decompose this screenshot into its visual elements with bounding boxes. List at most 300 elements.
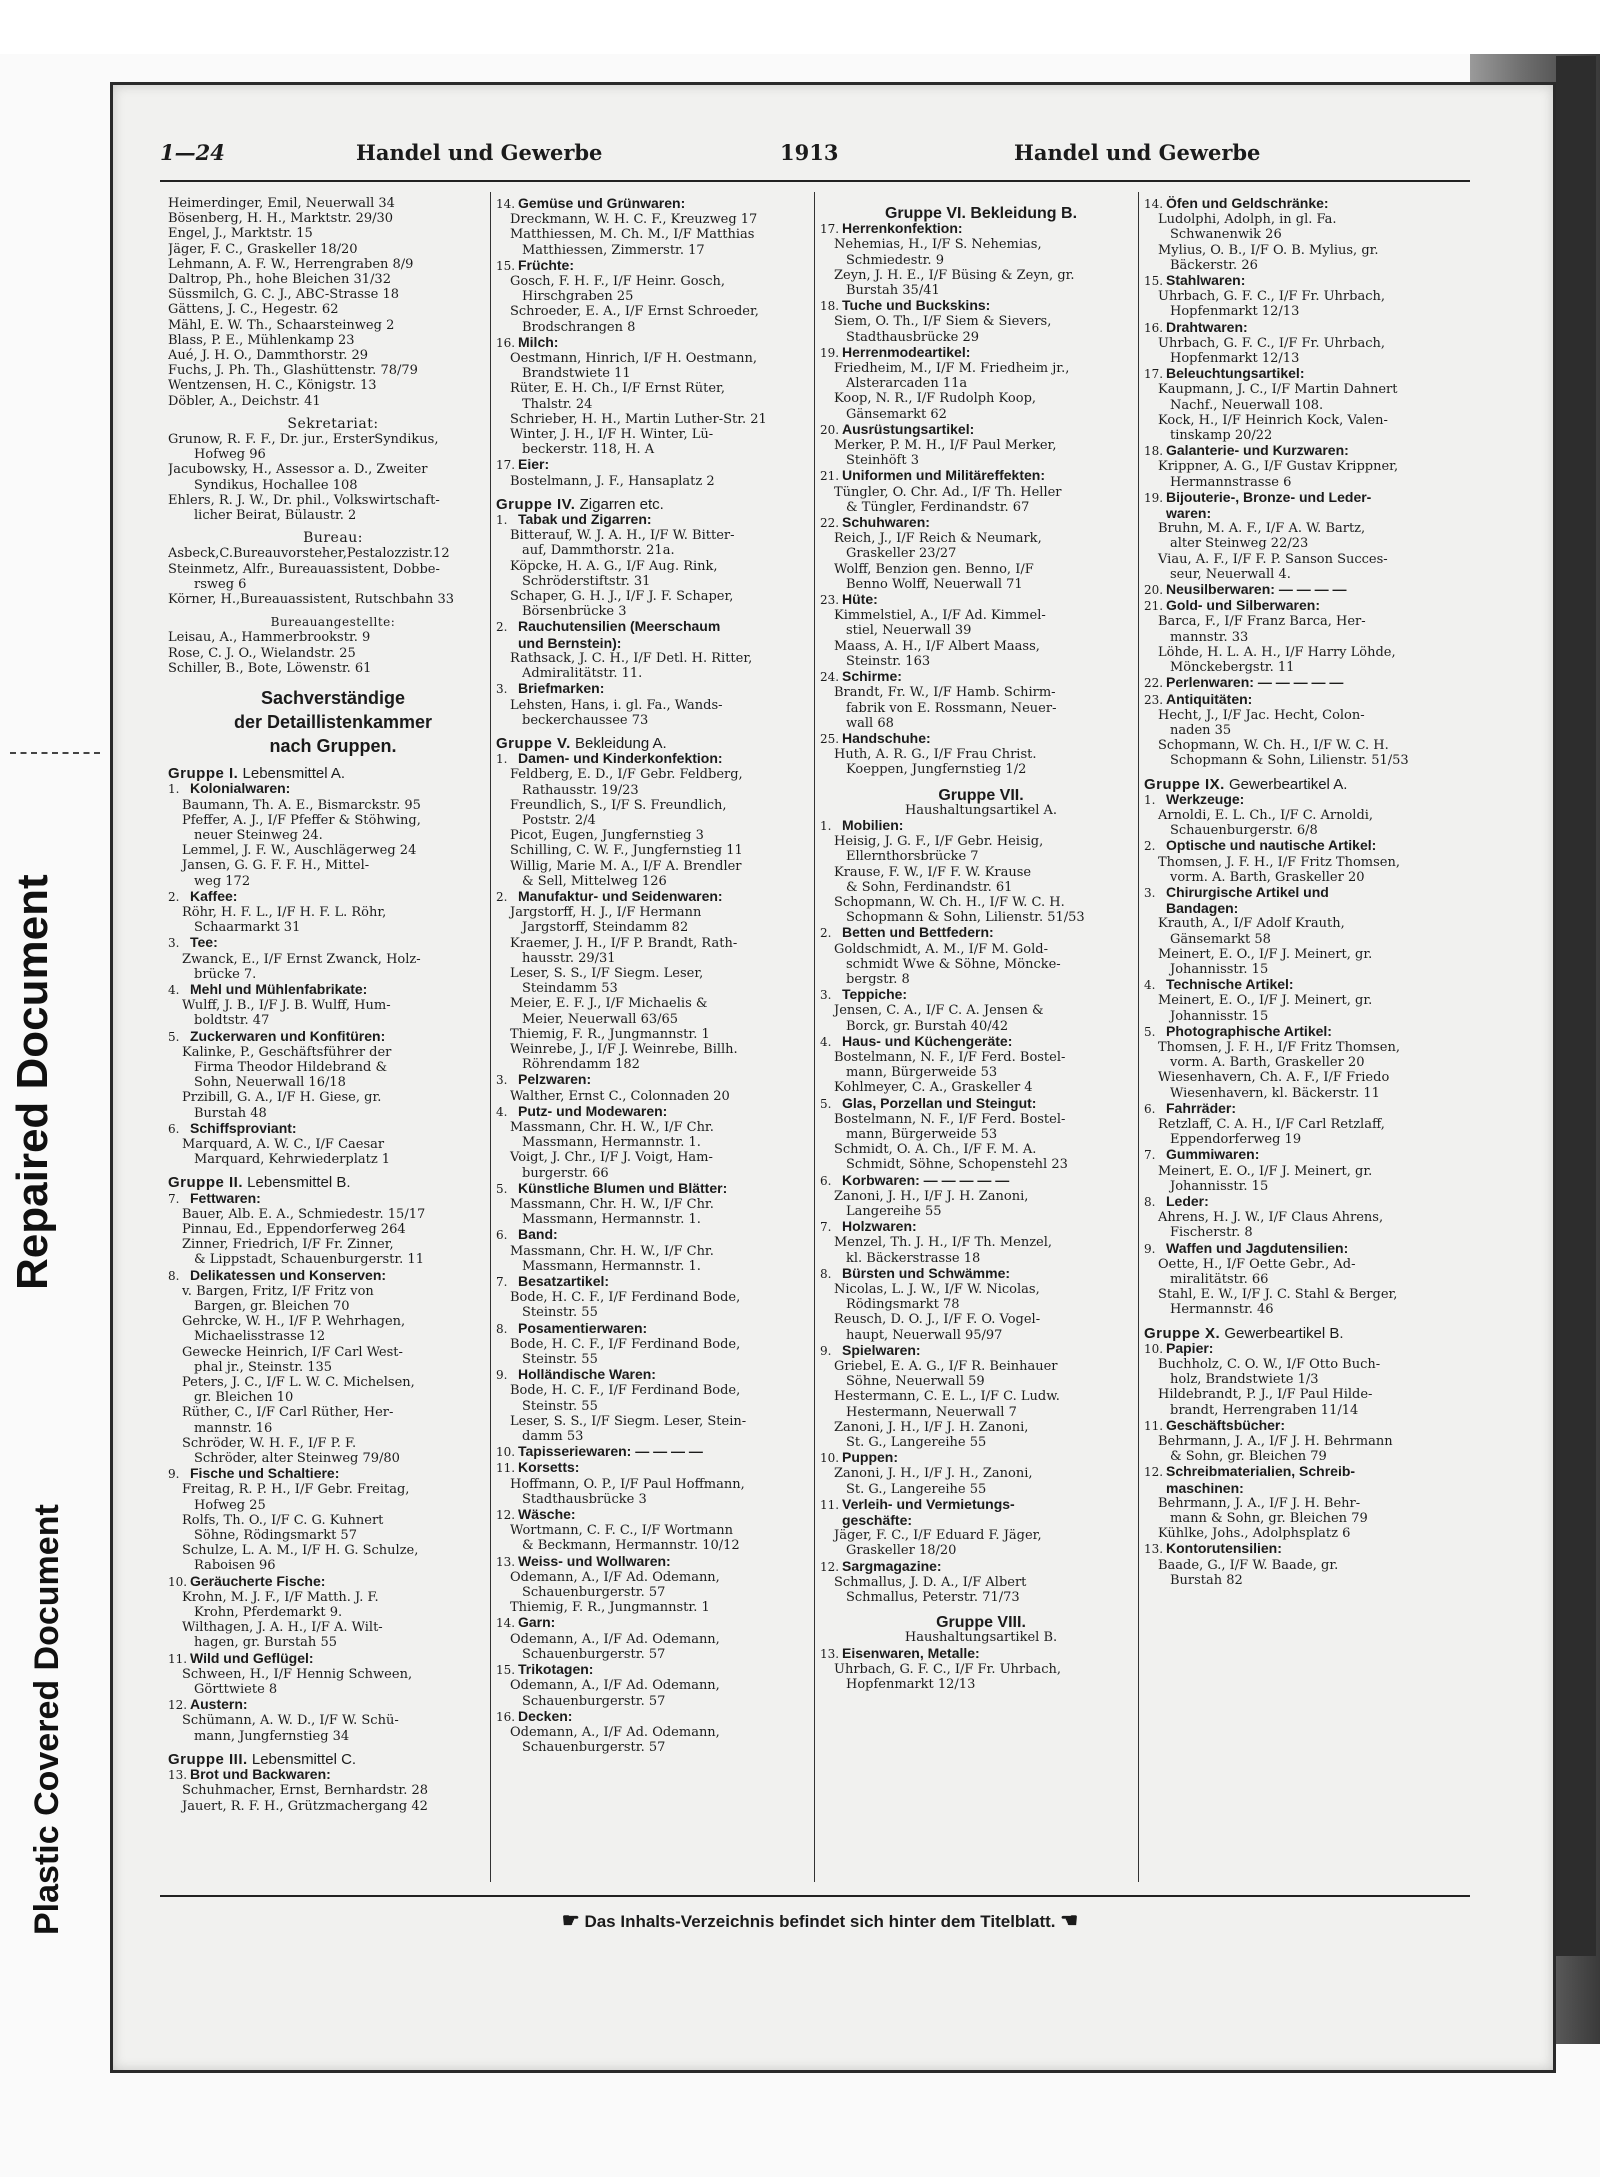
footer-rule: [160, 1895, 1470, 1897]
group-label: Gruppe III.: [168, 1750, 248, 1768]
category-number: 12.: [1144, 1465, 1164, 1480]
category-number: 1.: [168, 782, 180, 797]
group-label: Gruppe V.: [496, 734, 571, 752]
entry-line: Matthiessen, Zimmerstr. 17: [522, 242, 705, 258]
entry-line: Marquard, A. W. C., I/F Caesar: [182, 1136, 385, 1152]
category-heading: 1. Tabak und Zigarren:: [496, 512, 652, 528]
entry-line: Freitag, R. P. H., I/F Gebr. Freitag,: [182, 1482, 410, 1498]
category-heading: 20. Neusilberwaren: — — — —: [1144, 582, 1347, 598]
category-heading: 3. Tee:: [168, 935, 218, 951]
group-heading: Gruppe IX. Gewerbeartikel A.: [1144, 775, 1348, 793]
category-heading: 18. Tuche und Buckskins:: [820, 298, 991, 314]
entry-line: Johannisstr. 15: [1170, 1178, 1269, 1194]
entry-line: Reusch, D. O. J., I/F F. O. Vogel-: [834, 1312, 1041, 1328]
category-heading: 5. Zuckerwaren und Konfitüren:: [168, 1028, 386, 1044]
group-heading: Gruppe VII.: [938, 786, 1024, 804]
category-heading: 7. Besatzartikel:: [496, 1274, 610, 1290]
binding-edge: [1556, 56, 1596, 1956]
entry-line: Bode, H. C. F., I/F Ferdinand Bode,: [510, 1383, 741, 1399]
category-heading: 13. Brot und Backwaren:: [168, 1767, 331, 1783]
entry-line: Engel, J., Marktstr. 15: [168, 226, 313, 242]
entry-line: haupt, Neuerwall 95/97: [846, 1327, 1003, 1343]
category-heading: 3. Chirurgische Artikel und: [1144, 884, 1329, 900]
entry-line: Nachf., Neuerwall 108.: [1170, 397, 1324, 413]
category-heading: 12. Schreibmaterialien, Schreib-: [1144, 1464, 1356, 1480]
entry-line: Gänsemarkt 58: [1170, 931, 1271, 947]
page-number: 1—24: [160, 140, 225, 165]
entry-line: Feldberg, E. D., I/F Gebr. Feldberg,: [510, 767, 743, 783]
entry-line: Marquard, Kehrwiederplatz 1: [194, 1152, 391, 1168]
section-heading: Bureau:: [303, 530, 363, 547]
entry-line: Wulff, J. B., I/F J. B. Wulff, Hum-: [182, 998, 391, 1014]
entry-line: Schroeder, E. A., I/F Ernst Schroeder,: [510, 304, 759, 320]
entry-line: mannstr. 16: [194, 1420, 273, 1436]
section-heading: Sekretariat:: [287, 415, 379, 432]
entry-line: Baade, G., I/F W. Baade, gr.: [1158, 1557, 1339, 1573]
category-heading: 6. Fahrräder:: [1144, 1100, 1237, 1116]
entry-line: Gosch, F. H. F., I/F Heinr. Gosch,: [510, 274, 726, 290]
entry-line: neuer Steinweg 24.: [194, 827, 323, 843]
entry-line: schmidt Wwe & Söhne, Möncke-: [846, 956, 1061, 972]
entry-line: St. G., Langereihe 55: [846, 1435, 987, 1451]
entry-line: Hopfenmarkt 12/13: [1170, 351, 1300, 367]
entry-line: Gehrcke, W. H., I/F P. Wehrhagen,: [182, 1314, 406, 1330]
entry-line: Rathausstr. 19/23: [522, 782, 639, 798]
entry-line: Pfeffer, A. J., I/F Pfeffer & Stöhwing,: [182, 812, 421, 828]
entry-line: Massmann, Hermannstr. 1.: [522, 1135, 701, 1151]
category-number: 13.: [496, 1554, 516, 1569]
entry-line: Hermannstrasse 6: [1170, 474, 1292, 490]
entry-line: Gättens, J. C., Hegestr. 62: [168, 302, 339, 318]
entry-line: Meinert, E. O., I/F J. Meinert, gr.: [1158, 993, 1373, 1009]
category-number: 1.: [820, 818, 832, 833]
entry-line: Lemmel, J. F. W., Auschlägerweg 24: [182, 843, 417, 859]
category-heading: 23. Hüte:: [820, 592, 878, 608]
category-number: 20.: [1144, 583, 1164, 598]
entry-line: brücke 7.: [194, 966, 257, 982]
entry-line: Siem, O. Th., I/F Siem & Sievers,: [834, 314, 1052, 330]
category-heading: 8. Leder:: [1144, 1194, 1209, 1209]
category-heading: 13. Kontorutensilien:: [1144, 1541, 1282, 1557]
category-number: 5.: [820, 1096, 832, 1111]
category-heading: 4. Putz- und Modewaren:: [496, 1103, 668, 1119]
entry-line: alter Steinweg 22/23: [1170, 536, 1309, 552]
group-label: Gruppe I.: [168, 765, 239, 783]
repaired-document-label: Repaired Document: [8, 874, 57, 1290]
entry-line: Schopmann & Sohn, Lilienstr. 51/53: [846, 910, 1085, 926]
category-number: 17.: [496, 458, 516, 473]
entry-line: Admiralitätstr. 11.: [522, 666, 643, 682]
entry-line: Hestermann, Neuerwall 7: [846, 1404, 1017, 1420]
category-heading: 4. Mehl und Mühlenfabrikate:: [168, 981, 368, 997]
entry-line: Gänsemarkt 62: [846, 406, 947, 422]
entry-line: Oette, H., I/F Oette Gebr., Ad-: [1158, 1256, 1356, 1272]
entry-line: naden 35: [1170, 722, 1232, 738]
category-number: 10.: [168, 1574, 188, 1589]
entry-line: Rolfs, Th. O., I/F C. G. Kuhnert: [182, 1512, 384, 1528]
spacer: [168, 676, 498, 686]
entry-line: Schröderstiftstr. 31: [522, 573, 651, 589]
entry-line: Kohlmeyer, C. A., Graskeller 4: [834, 1080, 1033, 1096]
entry-line: Picot, Eugen, Jungfernstieg 3: [510, 828, 704, 844]
entry-line: Hofweg 25: [194, 1497, 266, 1513]
entry-line: Uhrbach, G. F. C., I/F Fr. Uhrbach,: [1158, 335, 1385, 351]
category-number: 20.: [820, 422, 840, 437]
entry-line: Behrmann, J. A., I/F J. H. Behrmann: [1158, 1434, 1393, 1450]
entry-line: vorm. A. Barth, Graskeller 20: [1170, 869, 1365, 885]
entry-line: Schauenburgerstr. 6/8: [1170, 823, 1318, 839]
category-heading: 6. Korbwaren: — — — — —: [820, 1172, 1010, 1188]
entry-line: rsweg 6: [194, 576, 247, 592]
entry-line: Leser, S. S., I/F Siegm. Leser,: [510, 965, 704, 981]
entry-line: Löhde, H. L. A. H., I/F Harry Löhde,: [1158, 644, 1396, 660]
column-4: [1144, 196, 1466, 1588]
entry-line: Krippner, A. G., I/F Gustav Krippner,: [1158, 459, 1399, 475]
running-title-right: Handel und Gewerbe: [1014, 140, 1261, 165]
entry-line: Rüter, E. H. Ch., I/F Ernst Rüter,: [510, 381, 725, 397]
category-number: 1.: [1144, 792, 1156, 807]
entry-line: Wortmann, C. F. C., I/F Wortmann: [510, 1523, 733, 1539]
entry-line: Schauenburgerstr. 57: [522, 1585, 666, 1601]
entry-line: Lehmann, A. F. W., Herrengraben 8/9: [168, 256, 414, 272]
entry-line: Burstah 82: [1170, 1572, 1243, 1588]
entry-line: vorm. A. Barth, Graskeller 20: [1170, 1055, 1365, 1071]
entry-line: Retzlaff, C. A. H., I/F Carl Retzlaff,: [1158, 1116, 1385, 1132]
page-header: [160, 140, 1470, 178]
category-heading: 25. Handschuhe:: [820, 730, 931, 746]
entry-line: Thalstr. 24: [522, 396, 593, 412]
entry-line: Freundlich, S., I/F S. Freundlich,: [510, 797, 727, 813]
category-heading: 9. Waffen und Jagdutensilien:: [1144, 1240, 1349, 1256]
entry-line: Blass, P. E., Mühlenkamp 23: [168, 332, 355, 348]
entry-line: kl. Bäckerstrasse 18: [846, 1250, 981, 1266]
category-number: 17.: [1144, 367, 1164, 382]
entry-line: Schmidt, Söhne, Schopenstehl 23: [846, 1157, 1068, 1173]
entry-line: Odemann, A., I/F Ad. Odemann,: [510, 1678, 720, 1694]
entry-line: Zeyn, J. H. E., I/F Büsing & Zeyn, gr.: [834, 267, 1075, 283]
entry-line: Gewecke Heinrich, I/F Carl West-: [182, 1344, 403, 1360]
entry-line: Thiemig, F. R., Jungmannstr. 1: [510, 1600, 710, 1616]
entry-line: Baumann, Th. A. E., Bismarckstr. 95: [182, 797, 421, 813]
entry-line: Thomsen, J. F. H., I/F Fritz Thomsen,: [1158, 854, 1400, 870]
category-heading: 1. Damen- und Kinderkonfektion:: [496, 751, 723, 767]
entry-line: Hildebrandt, P. J., I/F Paul Hilde-: [1158, 1387, 1373, 1403]
entry-line: Bargen, gr. Bleichen 70: [194, 1299, 350, 1314]
entry-line: Goldschmidt, A. M., I/F M. Gold-: [834, 941, 1048, 957]
category-number: 18.: [1144, 444, 1164, 459]
entry-line: Willig, Marie M. A., I/F A. Brendler: [510, 858, 742, 874]
entry-line: Bode, H. C. F., I/F Ferdinand Bode,: [510, 1336, 741, 1352]
category-heading: 10. Geräucherte Fische:: [168, 1573, 326, 1589]
entry-line: Odemann, A., I/F Ad. Odemann,: [510, 1569, 720, 1585]
entry-line: Wiesenhavern, kl. Bäckerstr. 11: [1170, 1085, 1380, 1101]
entry-line: mann, Bürgerweide 53: [846, 1126, 998, 1142]
entry-line: Jargstorff, H. J., I/F Hermann: [510, 905, 702, 921]
entry-line: beckerchaussee 73: [522, 712, 649, 728]
entry-line: Jansen, G. G. F. F. H., Mittel-: [182, 858, 370, 874]
category-heading: 13. Weiss- und Wollwaren:: [496, 1553, 671, 1569]
category-heading: 11. Wild und Geflügel:: [168, 1650, 314, 1666]
entry-line: & Sell, Mittelweg 126: [522, 873, 667, 889]
entry-line: Schopmann, W. Ch. H., I/F W. C. H.: [834, 894, 1065, 910]
entry-line: Burstah 35/41: [846, 283, 940, 299]
category-number: 12.: [168, 1698, 188, 1713]
category-number: 8.: [168, 1268, 180, 1283]
category-number: 10.: [1144, 1341, 1164, 1356]
category-heading: 5. Glas, Porzellan und Steingut:: [820, 1095, 1037, 1111]
pointing-hand-icon: ☚: [1060, 1910, 1079, 1932]
category-number: 7.: [496, 1275, 508, 1290]
entry-line: Krauth, A., I/F Adolf Krauth,: [1158, 916, 1345, 932]
entry-line: Johannisstr. 15: [1170, 1008, 1269, 1024]
heading-line-2: der Detaillistenkammer: [233, 712, 433, 733]
entry-line: Behrmann, J. A., I/F J. H. Behr-: [1158, 1495, 1361, 1511]
category-heading: 14. Öfen und Geldschränke:: [1144, 196, 1329, 211]
category-heading-cont: und Bernstein):: [518, 635, 622, 651]
entry-line: Söhne, Neuerwall 59: [846, 1374, 985, 1390]
entry-line: Hirschgraben 25: [522, 289, 634, 305]
category-heading: 16. Drahtwaren:: [1144, 319, 1248, 335]
entry-line: Zanoni, J. H., I/F J. H., Zanoni,: [834, 1466, 1033, 1482]
category-heading: 3. Teppiche:: [820, 987, 908, 1003]
entry-line: Koop, N. R., I/F Rudolph Koop,: [834, 391, 1037, 407]
category-heading: 5. Künstliche Blumen und Blätter:: [496, 1180, 728, 1196]
entry-line: Rüther, C., I/F Carl Rüther, Her-: [182, 1405, 394, 1421]
entry-line: Zanoni, J. H., I/F J. H. Zanoni,: [834, 1419, 1029, 1435]
entry-line: Odemann, A., I/F Ad. Odemann,: [510, 1724, 720, 1740]
entry-line: Fischerstr. 8: [1170, 1225, 1253, 1241]
category-number: 23.: [820, 593, 840, 608]
category-number: 6.: [168, 1121, 180, 1136]
entry-line: Eppendorferweg 19: [1170, 1132, 1302, 1148]
category-number: 5.: [168, 1029, 180, 1044]
entry-line: Massmann, Chr. H. W., I/F Chr.: [510, 1243, 714, 1259]
category-number: 17.: [820, 222, 840, 237]
member-list: [168, 196, 498, 409]
entry-line: Görttwiete 8: [194, 1682, 278, 1698]
entry-line: Thiemig, F. R., Jungmannstr. 1: [510, 1026, 710, 1042]
entry-line: Steindamm 53: [522, 981, 618, 997]
category-number: 13.: [168, 1768, 188, 1783]
group-heading: Gruppe X. Gewerbeartikel B.: [1144, 1324, 1344, 1342]
entry-line: Hestermann, C. E. L., I/F C. Ludw.: [834, 1389, 1060, 1405]
entry-line: Bode, H. C. F., I/F Ferdinand Bode,: [510, 1290, 741, 1306]
entry-line: Brandt, Fr. W., I/F Hamb. Schirm-: [834, 685, 1056, 701]
entry-line: Nicolas, L. J. W., I/F W. Nicolas,: [834, 1282, 1040, 1298]
category-number: 9.: [496, 1368, 508, 1383]
category-number: 18.: [820, 299, 840, 314]
entry-line: Uhrbach, G. F. C., I/F Fr. Uhrbach,: [834, 1661, 1061, 1677]
entry-line: Krohn, M. J. F., I/F Matth. J. F.: [182, 1589, 379, 1605]
entry-line: Maass, A. H., I/F Albert Maass,: [834, 638, 1040, 654]
entry-line: Bäckerstr. 26: [1170, 257, 1258, 273]
entry-line: Schulze, L. A. M., I/F H. G. Schulze,: [182, 1543, 419, 1559]
category-heading: 15. Trikotagen:: [496, 1662, 594, 1678]
category-number: 7.: [820, 1220, 832, 1235]
category-heading: 9. Spielwaren:: [820, 1342, 921, 1358]
category-heading: 1. Mobilien:: [820, 817, 904, 833]
entry-line: Massmann, Hermannstr. 1.: [522, 1258, 701, 1274]
entry-line: Raboisen 96: [194, 1558, 276, 1574]
column-2: [496, 196, 818, 1755]
entry-line: Jensen, C. A., I/F C. A. Jensen &: [834, 1003, 1044, 1019]
category-number: 22.: [820, 516, 840, 531]
column-1: [168, 196, 498, 1814]
entry-line: Meinert, E. O., I/F J. Meinert, gr.: [1158, 946, 1373, 962]
category-heading: 10. Tapisseriewaren: — — — —: [496, 1444, 703, 1460]
category-heading: 12. Sargmagazine:: [820, 1558, 942, 1574]
entry-line: Burstah 48: [194, 1105, 267, 1121]
pointing-hand-icon: ☛: [561, 1910, 580, 1932]
group-heading: Gruppe II. Lebensmittel B.: [168, 1174, 351, 1192]
category-heading: 2. Manufaktur- und Seidenwaren:: [496, 888, 723, 904]
group-heading: Gruppe VIII.: [936, 1614, 1026, 1632]
entry-line: Jauert, R. F. H., Grützmachergang 42: [182, 1798, 428, 1814]
entry-line: Bitterauf, W. J. A. H., I/F W. Bitter-: [510, 528, 735, 544]
entry-line: Hecht, J., I/F Jac. Hecht, Colon-: [1158, 707, 1365, 723]
group-subtitle: Haushaltungsartikel B.: [904, 1630, 1058, 1646]
category-heading-cont: geschäfte:: [842, 1513, 913, 1529]
entry-line: Daltrop, Ph., hohe Bleichen 31/32: [168, 272, 391, 288]
category-number: 1.: [496, 513, 508, 528]
category-heading: 11. Verleih- und Vermietungs-: [820, 1496, 1015, 1512]
entry-line: Schröder, alter Steinweg 79/80: [194, 1451, 400, 1467]
bureau-list: [168, 546, 498, 607]
category-number: 15.: [496, 258, 516, 273]
category-number: 6.: [496, 1228, 508, 1243]
entry-line: Massmann, Chr. H. W., I/F Chr.: [510, 1197, 714, 1212]
entry-line: damm 53: [522, 1429, 584, 1445]
entry-line: Söhne, Rödingsmarkt 57: [194, 1528, 357, 1544]
category-heading: 8. Posamentierwaren:: [496, 1320, 648, 1336]
running-title-left: Handel und Gewerbe: [356, 140, 603, 165]
category-heading: 19. Herrenmodeartikel:: [820, 344, 971, 360]
dashed-marker: [10, 752, 100, 754]
entry-line: stiel, Neuerwall 39: [846, 623, 972, 639]
entry-line: Kalinke, P., Geschäftsführer der: [182, 1044, 392, 1060]
entry-line: hagen, gr. Burstah 55: [194, 1635, 337, 1651]
entry-line: Schmallus, J. D. A., I/F Albert: [834, 1574, 1027, 1590]
entry-line: Aué, J. H. O., Dammthorstr. 29: [168, 348, 369, 364]
category-number: 11.: [168, 1651, 188, 1666]
entry-line: Matthiessen, M. Ch. M., I/F Matthias: [510, 227, 755, 243]
entry-line: Graskeller 18/20: [846, 1543, 957, 1559]
category-number: 23.: [1144, 692, 1164, 707]
group-heading: Gruppe IV. Zigarren etc.: [496, 495, 664, 513]
category-heading: 2. Kaffee:: [168, 888, 238, 904]
entry-line: Kraemer, J. H., I/F P. Brandt, Rath-: [510, 935, 738, 951]
category-number: 8.: [496, 1321, 508, 1336]
entry-line: Wolff, Benzion gen. Benno, I/F: [834, 561, 1034, 577]
entry-line: Börsenbrücke 3: [522, 604, 627, 620]
group-heading: Gruppe V. Bekleidung A.: [496, 734, 667, 752]
footer-text: Das Inhalts-Verzeichnis befindet sich hinter dem Titelblatt.: [584, 1912, 1056, 1931]
category-number: 15.: [496, 1663, 516, 1678]
entry-line: mannstr. 33: [1170, 629, 1249, 645]
entry-line: Stadthausbrücke 3: [522, 1491, 647, 1507]
entry-line: Pinnau, Ed., Eppendorferweg 264: [182, 1221, 406, 1237]
category-number: 11.: [1144, 1418, 1164, 1433]
category-number: 7.: [168, 1191, 180, 1206]
entry-line: Thomsen, J. F. H., I/F Fritz Thomsen,: [1158, 1039, 1400, 1055]
entry-line: Buchholz, C. O. W., I/F Otto Buch-: [1158, 1357, 1381, 1373]
entry-line: Oestmann, Hinrich, I/F H. Oestmann,: [510, 351, 757, 367]
entry-line: Schauenburgerstr. 57: [522, 1693, 666, 1709]
category-heading: 1. Kolonialwaren:: [168, 781, 291, 797]
category-number: 16.: [1144, 320, 1164, 335]
entry-line: Barca, F., I/F Franz Barca, Her-: [1158, 614, 1366, 630]
entry-line: bergstr. 8: [846, 971, 910, 987]
entry-line: mann, Jungfernstieg 34: [194, 1728, 350, 1744]
category-number: 5.: [496, 1181, 508, 1196]
category-heading: 7. Gummiwaren:: [1144, 1147, 1260, 1163]
entry-line: Weinrebe, J., I/F J. Weinrebe, Billh.: [510, 1041, 738, 1057]
entry-line: Winter, J. H., I/F H. Winter, Lü-: [510, 427, 714, 443]
entry-line: Krohn, Pferdemarkt 9.: [194, 1605, 343, 1621]
category-heading: 17. Herrenkonfektion:: [820, 221, 963, 237]
category-number: 5.: [1144, 1024, 1156, 1039]
category-heading: 18. Galanterie- und Kurzwaren:: [1144, 443, 1349, 459]
category-heading: 5. Photographische Artikel:: [1144, 1023, 1332, 1039]
category-heading: 8. Bürsten und Schwämme:: [820, 1265, 1011, 1281]
entry-line: Zanoni, J. H., I/F J. H. Zanoni,: [834, 1188, 1029, 1204]
category-number: 3.: [496, 1073, 508, 1088]
entry-line: Rödingsmarkt 78: [846, 1297, 960, 1313]
category-number: 11.: [820, 1497, 840, 1512]
category-heading: 7. Holzwaren:: [820, 1219, 917, 1235]
category-number: 2.: [820, 926, 832, 941]
footer-note: [420, 1908, 1220, 1933]
entry-line: Schopmann & Sohn, Lilienstr. 51/53: [1170, 753, 1409, 769]
entry-line: Jacubowsky, H., Assessor a. D., Zweiter: [168, 462, 428, 478]
category-heading: 9. Holländische Waren:: [496, 1367, 656, 1383]
entry-line: Graskeller 23/27: [846, 546, 957, 562]
entry-line: Viau, A. F., I/F F. P. Sanson Succes-: [1158, 551, 1388, 567]
entry-line: Wiesenhavern, Ch. A. F., I/F Friedo: [1158, 1070, 1390, 1086]
entry-line: Tüngler, O. Chr. Ad., I/F Th. Heller: [834, 484, 1062, 500]
category-number: 12.: [496, 1508, 516, 1523]
category-number: 13.: [1144, 1542, 1164, 1557]
entry-line: Schrieber, H. H., Martin Luther-Str. 21: [510, 411, 767, 427]
entry-line: Steinstr. 55: [522, 1398, 598, 1414]
category-heading: 22. Schuhwaren:: [820, 515, 930, 531]
entry-line: Schaper, G. H. J., I/F J. F. Schaper,: [510, 589, 734, 605]
entry-line: Merker, P. M. H., I/F Paul Merker,: [834, 438, 1057, 454]
year: 1913: [780, 140, 839, 165]
section-heading: Bureauangestellte:: [270, 615, 396, 630]
plastic-covered-document-label: Plastic Covered Document: [28, 1504, 66, 1935]
category-number: 2.: [1144, 839, 1156, 854]
entry-line: hausstr. 29/31: [522, 950, 616, 966]
category-heading: 9. Fische und Schaltiere:: [168, 1466, 340, 1482]
category-number: 24.: [820, 670, 840, 685]
entry-line: Bauer, Alb. E. A., Schmiedestr. 15/17: [182, 1206, 426, 1222]
entry-line: Hoffmann, O. P., I/F Paul Hoffmann,: [510, 1476, 745, 1492]
entry-line: Köpcke, H. A. G., I/F Aug. Rink,: [510, 558, 718, 574]
entry-line: Röhrendamm 182: [522, 1057, 640, 1073]
category-heading: 22. Perlenwaren: — — — — —: [1144, 675, 1344, 691]
entry-line: gr. Bleichen 10: [194, 1390, 294, 1406]
entry-line: Bösenberg, H. H., Marktstr. 29/30: [168, 211, 394, 227]
entry-line: holz, Brandstwiete 1/3: [1170, 1372, 1319, 1388]
entry-line: Fuchs, J. Ph. Th., Glashüttenstr. 78/79: [168, 363, 418, 379]
entry-line: Grunow, R. F. F., Dr. jur., ErsterSyndikus,: [168, 432, 439, 448]
category-heading: 2. Optische und nautische Artikel:: [1144, 838, 1377, 854]
entry-line: Mylius, O. B., I/F O. B. Mylius, gr.: [1158, 242, 1379, 258]
entry-line: Ahrens, H. J. W., I/F Claus Ahrens,: [1158, 1210, 1384, 1226]
entry-line: Krause, F. W., I/F F. W. Krause: [834, 864, 1032, 880]
entry-line: Kimmelstiel, A., I/F Ad. Kimmel-: [834, 608, 1046, 624]
